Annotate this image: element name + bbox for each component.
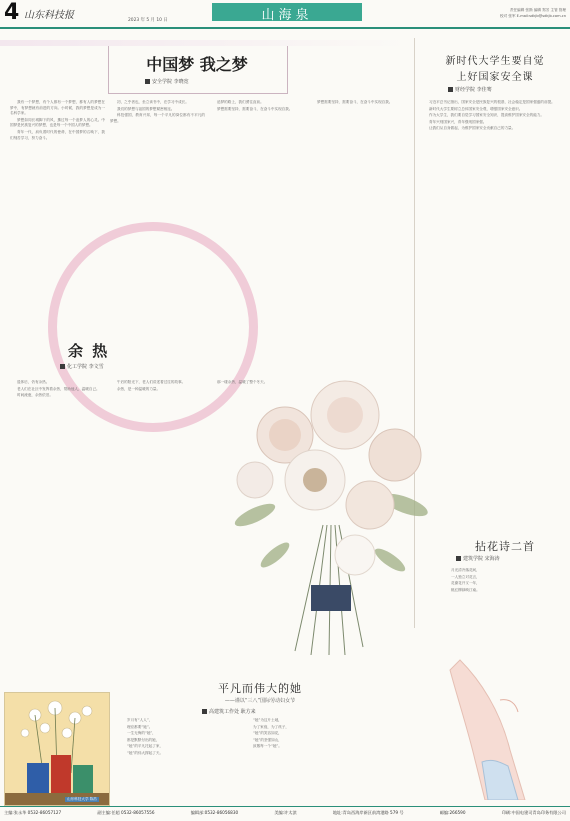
poem-line: “她”为这片土地， <box>253 718 282 722</box>
paragraph: 新时代大学生要树立总体国家安全观，增强国家安全意识。 <box>429 106 523 111</box>
article-col-4 <box>310 100 405 330</box>
paragraph: 青年一代，肩负着时代的使命，在中国梦的召唤下，我们刻苦学习，努力奋斗。 <box>10 129 105 140</box>
byline-marker <box>145 79 150 84</box>
byline-marker <box>456 556 461 561</box>
masthead <box>0 0 570 34</box>
flower-bouquet-illustration <box>215 355 445 675</box>
section-bar <box>212 3 362 21</box>
paragraph: 青年兴则国家兴，青年强则国家强。 <box>429 119 487 124</box>
masthead-contacts-line1: 责任编辑 张斯 编辑 郑芳 主管 管理 <box>509 8 566 12</box>
poem-col-right <box>246 718 364 796</box>
hand-illustration <box>430 640 570 800</box>
article-byline <box>202 708 256 715</box>
paragraph: 科技强国，教育兴邦，每一个平凡的岗位都有不平凡的梦想。 <box>110 113 205 123</box>
paragraph: 我有一个梦想，有个人都有一个梦想，都有人的梦想在梦中，有梦想就有前进的方向。小时候，我的梦想是成为一名科学家。 <box>10 100 105 116</box>
paragraph: 梦想如同长城脚下的风，拂过每一个追梦人的心灵。中国梦是民族复兴的梦想，也是每一个中国人的梦想。 <box>10 117 105 128</box>
paper-name: 山东科技报 <box>24 10 74 21</box>
byline-marker <box>60 364 65 369</box>
byline-marker <box>202 709 207 714</box>
poem-line: 致敬每一个“她”。 <box>253 744 282 749</box>
poem-line: “她”的笑容如花， <box>253 731 282 736</box>
byline-marker <box>448 87 453 92</box>
page-number: 4 <box>4 0 20 25</box>
issue-date: 2023 年 5 月 10 日 <box>128 18 168 23</box>
footer-vice-editor: 副主编:任超 0532-86057556 <box>97 810 155 815</box>
poem-line: 月光清冷落花间， <box>451 568 480 572</box>
paragraph: 梦想需要坚持，需要奋斗，在奋斗中实现自我。 <box>217 106 293 111</box>
paragraph: 让我们从自身做起，为维护国家安全贡献自己的力量。 <box>429 126 516 131</box>
poem-line: 一人独立对花言， <box>451 574 480 579</box>
poem-line: 岁月有“人人”， <box>127 718 153 722</box>
footer-editorial-dept: 编辑部:0532-86056830 <box>190 810 239 815</box>
byline-text: 化工学院 李文雪 <box>67 364 104 370</box>
section-title: 山海泉 <box>261 8 313 23</box>
vase-painting <box>5 693 109 805</box>
footer-postcode: 邮编:266590 <box>439 810 466 815</box>
poem-line: “她”的平凡托起了家， <box>127 744 164 749</box>
poem-line: “她”的伟大撑起了天。 <box>127 750 164 755</box>
pink-wash <box>0 40 412 46</box>
footer-editor-in-chief: 主编:张永华 0532-86057127 <box>4 810 62 815</box>
article-title-line1: 新时代大学生要自觉 <box>445 56 545 67</box>
footer <box>0 806 570 821</box>
byline-text: 安全学院 李晓宽 <box>152 79 189 85</box>
poem-line: 花谢花开又一年， <box>451 581 480 586</box>
paragraph: 余热，是一种温暖的力量。 <box>117 386 161 391</box>
article-byline <box>448 86 492 93</box>
article-ordinary-great-her <box>120 680 430 800</box>
poem-line: 为了家庭，为了孩子， <box>253 724 289 729</box>
masthead-contacts-line2: 校对 张军 E-mail:sdkjb@sdkjb.com.cn <box>500 14 566 18</box>
paragraph: 习近平总书记指出，国家安全是民族复兴的根基，社会稳定是国家强盛的前提。 <box>429 100 555 104</box>
poem-line: 一生无悔的“她”， <box>127 731 156 736</box>
byline-text: 建筑学院 宋海涛 <box>463 556 500 562</box>
footer-designer: 美编:许太滨 <box>274 810 297 815</box>
article-subtitle: ——谨以“三八”国际劳动妇女节 <box>224 698 296 704</box>
paragraph: 追梦的路上，我们勇往直前。 <box>217 100 264 104</box>
article-title: 中国梦 我之梦 <box>146 55 248 74</box>
article-byline <box>456 555 500 562</box>
article-title: 拈花诗二首 <box>475 540 535 553</box>
paragraph: 那一缕余热，温暖了整个冬天。 <box>217 380 268 384</box>
article-poem-flowers <box>440 538 570 638</box>
poem-line: “她”的坚强如山， <box>253 737 282 742</box>
article-title: 余 热 <box>68 342 110 360</box>
masthead-contacts <box>370 7 566 19</box>
poem-line: 都是默默付出的她， <box>127 737 160 742</box>
paragraph: 退休后，仍有余热。 <box>17 380 50 384</box>
article-byline <box>145 78 189 85</box>
poem-line: 理应都要“她”。 <box>127 724 153 729</box>
photo-caption: 山东科技大学 陈浩 <box>67 797 97 801</box>
article-title: 平凡而伟大的她 <box>218 682 302 695</box>
masthead-rule <box>0 27 570 29</box>
paragraph: 午后的阳光下，老人们讲述着过往的故事。 <box>117 380 186 384</box>
paragraph: 时间流逝，余热依旧。 <box>17 393 53 398</box>
paragraph: 老人们在社区中发挥着余热，帮助他人，温暖自己。 <box>17 386 100 391</box>
byline-text: 财经学院 李佳骞 <box>455 87 492 93</box>
poem-line: 桃红柳绿映江南。 <box>451 587 480 592</box>
yure-col-1 <box>10 380 106 592</box>
footer-printer: 印刷:中国电建司青岛印务有限公司 <box>501 810 566 815</box>
painting-photo <box>4 692 110 806</box>
byline-text: 高建筑工作处 耿方来 <box>209 709 256 715</box>
paragraph: 梦想需要坚持，需要奋斗，在奋斗中实现自我。 <box>317 100 393 104</box>
footer-address: 地址:青岛西海岸新区前湾港路 579 号 <box>332 810 404 815</box>
poem-col-left <box>120 718 238 796</box>
paragraph: 作为大学生，我们要自觉学习国家安全知识，提高维护国家安全的能力。 <box>429 113 544 118</box>
article-title-line2: 上好国家安全课 <box>456 72 534 83</box>
yure-col-2 <box>110 380 206 592</box>
poem-body <box>444 568 566 638</box>
paragraph: 初，之乎者也，坐立读书中，在学习中成长。 <box>117 100 189 104</box>
paragraph: 我们的梦想与祖国的梦想紧密相连。 <box>117 106 175 111</box>
article-byline <box>60 363 104 370</box>
footer-row <box>4 810 566 816</box>
